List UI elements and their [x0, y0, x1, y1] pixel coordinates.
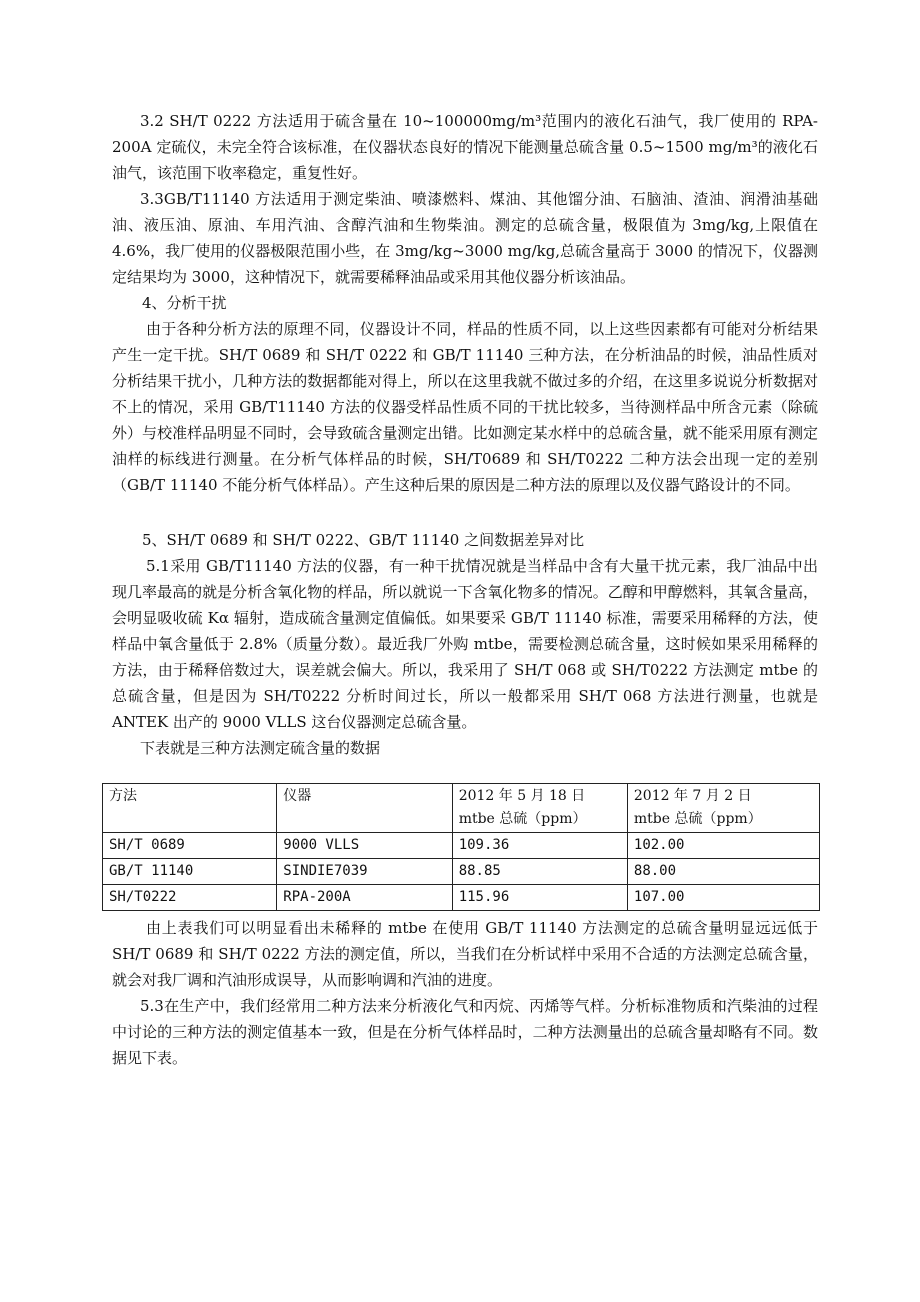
- table-row: [103, 885, 820, 911]
- sulfur-data-table: [102, 783, 820, 911]
- cell-value-2: 102.00: [627, 833, 819, 859]
- cell-method: SH/T0222: [103, 885, 277, 911]
- table-row: [103, 833, 820, 859]
- cell-value-1: 115.96: [452, 885, 627, 911]
- cell-method: SH/T 0689: [103, 833, 277, 859]
- cell-value-1: 109.36: [452, 833, 627, 859]
- header-date2-label: 2012 年 7 月 2 日: [633, 788, 752, 804]
- section-heading-5: 5、SH/T 0689 和 SH/T 0222、GB/T 11140 之间数据差异对比: [142, 531, 585, 549]
- header-date1-sub: mtbe 总硫（ppm）: [458, 811, 587, 827]
- header-instrument: 仪器: [277, 784, 452, 833]
- section-heading-4: 4、分析干扰: [142, 294, 227, 312]
- paragraph-5-1: 5.1采用 GB/T11140 方法的仪器，有一种干扰情况就是当样品中含有大量干扰元素，我厂油品中出现几率最高的就是分析含氧化物的样品，所以就说一下含氧化物多的情况。乙醇和甲醇燃料，其氧含量高，会明显吸收硫 Kα 辐射，造成硫含量测定值偏低。如果要采 GB/T 11140 标准，需要采用稀释的方法，使样品中氧含量低于 2.8%（质量分数）。最近我厂外购 mtbe，需要检测总硫含量，这时候如果采用稀释的方法，由于稀释倍数过大，误差就会偏大。所以，我采用了 SH/T 068 或 SH/T0222 方法测定 mtbe 的总硫含量，但是因为 SH/T0222 分析时间过长，所以一般都采用 SH/T 068 方法进行测量，也就是 ANTEK 出产的 9000 VLLS 这台仪器测定总硫含量。: [112, 557, 818, 731]
- document-page: [109, 108, 818, 1071]
- header-date1-label: 2012 年 5 月 18 日: [458, 788, 586, 804]
- header-date2: [627, 784, 819, 833]
- cell-instrument: SINDIE7039: [277, 859, 452, 885]
- table-intro: 下表就是三种方法测定硫含量的数据: [140, 739, 381, 757]
- paragraph-after-table: 由上表我们可以明显看出未稀释的 mtbe 在使用 GB/T 11140 方法测定的总硫含量明显远远低于 SH/T 0689 和 SH/T 0222 方法的测定值，所以，当我们在分析试样中采用不合适的方法测定总硫含量，就会对我厂调和汽油形成误导，从而影响调和汽油的进度。: [112, 919, 818, 989]
- cell-value-2: 88.00: [627, 859, 819, 885]
- paragraph-3-3: 3.3GB/T11140 方法适用于测定柴油、喷漆燃料、煤油、其他馏分油、石脑油、渣油、润滑油基础油、液压油、原油、车用汽油、含醇汽油和生物柴油。测定的总硫含量，极限值为 3mg/kg,上限值在 4.6%，我厂使用的仪器极限范围小些，在 3mg/kg~3000 mg/kg,总硫含量高于 3000 的情况下，仪器测定结果均为 3000，这种情况下，就需要稀释油品或采用其他仪器分析该油品。: [112, 190, 818, 286]
- table-header-row: [103, 784, 820, 833]
- paragraph-3-2: 3.2 SH/T 0222 方法适用于硫含量在 10~100000mg/m³范围内的液化石油气，我厂使用的 RPA-200A 定硫仪，未完全符合该标准，在仪器状态良好的情况下能测量总硫含量 0.5~1500 mg/m³的液化石油气，该范围下收率稳定，重复性好。: [112, 112, 818, 182]
- paragraph-5-3: 5.3在生产中，我们经常用二种方法来分析液化气和丙烷、丙烯等气样。分析标准物质和汽柴油的过程中讨论的三种方法的测定值基本一致，但是在分析气体样品时，二种方法测量出的总硫含量却略有不同。数据见下表。: [112, 997, 818, 1067]
- table-row: [103, 859, 820, 885]
- paragraph-4: 由于各种分析方法的原理不同，仪器设计不同，样品的性质不同，以上这些因素都有可能对分析结果产生一定干扰。SH/T 0689 和 SH/T 0222 和 GB/T 11140 三种方法，在分析油品的时候，油品性质对分析结果干扰小，几种方法的数据都能对得上，所以在这里我就不做过多的介绍，在这里多说说分析数据对不上的情况，采用 GB/T11140 方法的仪器受样品性质不同的干扰比较多，当待测样品中所含元素（除硫外）与校准样品明显不同时，会导致硫含量测定出错。比如测定某水样中的总硫含量，就不能采用原有测定油样的标线进行测量。在分析气体样品的时候，SH/T0689 和 SH/T0222 二种方法会出现一定的差别（GB/T 11140 不能分析气体样品）。产生这种后果的原因是二种方法的原理以及仪器气路设计的不同。: [112, 320, 818, 494]
- cell-method: GB/T 11140: [103, 859, 277, 885]
- header-date2-sub: mtbe 总硫（ppm）: [633, 811, 762, 827]
- header-date1: [452, 784, 627, 833]
- cell-instrument: 9000 VLLS: [277, 833, 452, 859]
- header-method: 方法: [103, 784, 277, 833]
- cell-value-2: 107.00: [627, 885, 819, 911]
- cell-value-1: 88.85: [452, 859, 627, 885]
- cell-instrument: RPA-200A: [277, 885, 452, 911]
